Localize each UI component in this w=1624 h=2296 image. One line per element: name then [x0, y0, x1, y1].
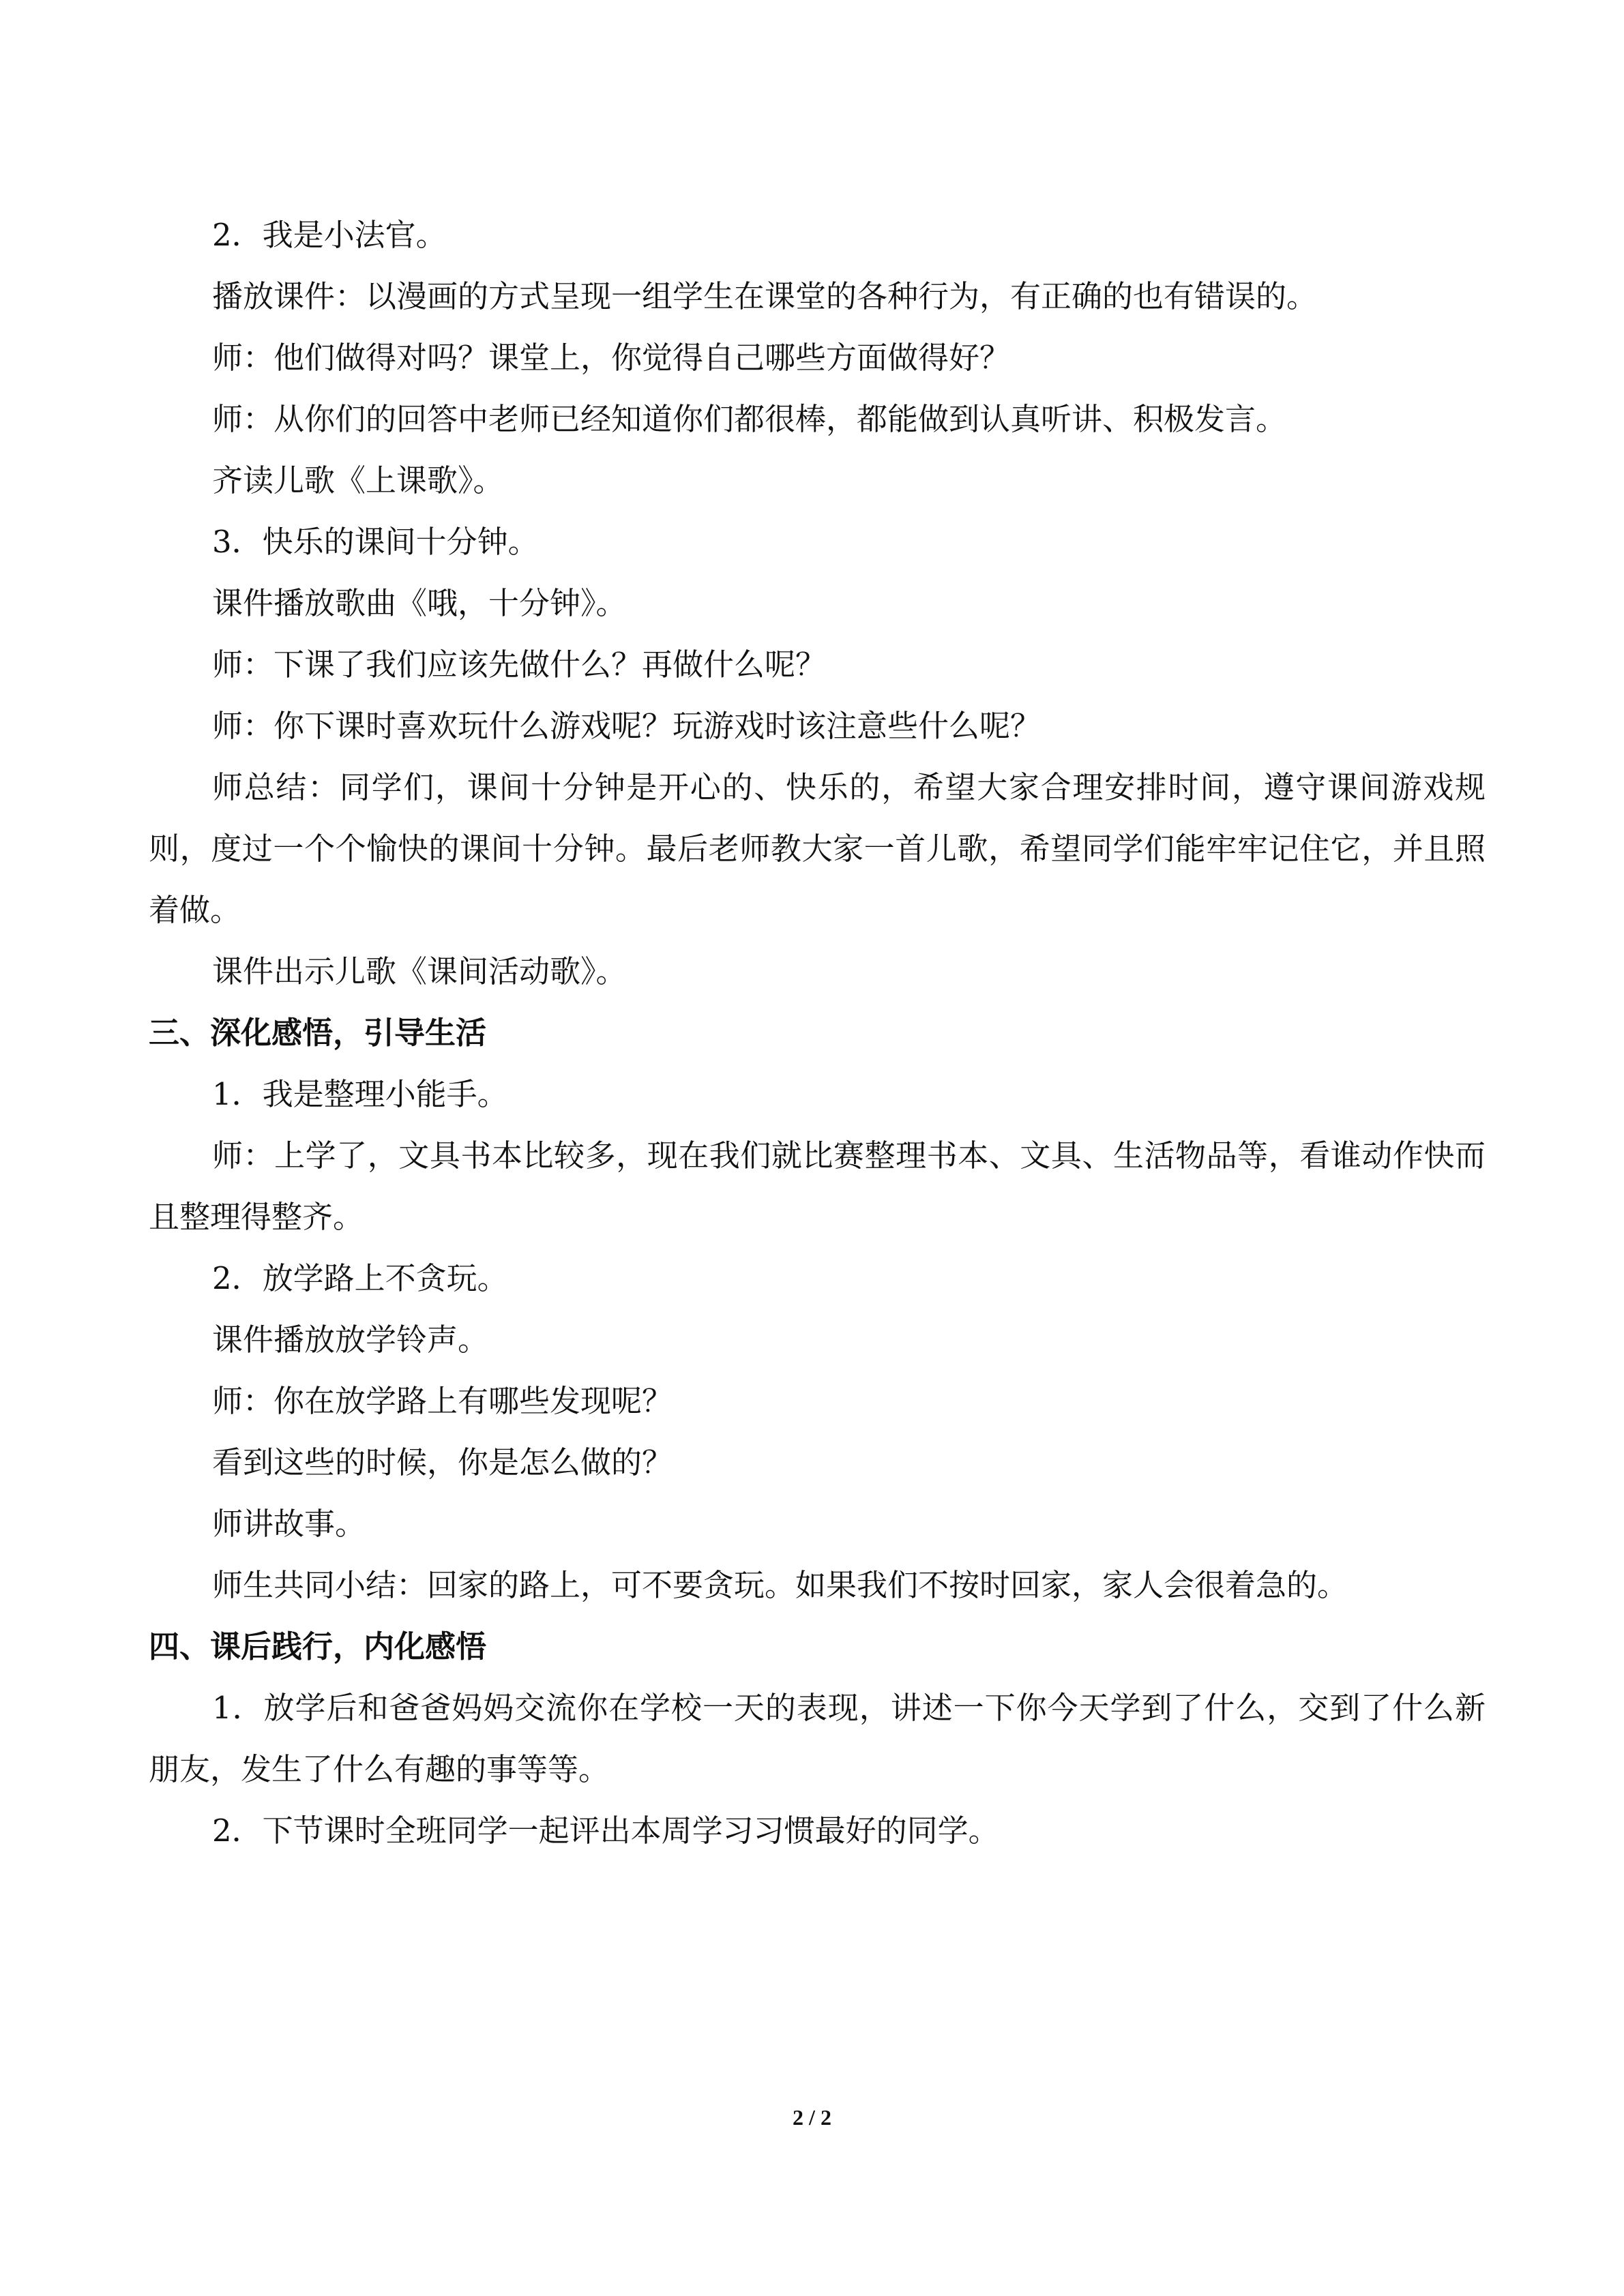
paragraph: 2．我是小法官。 — [212, 217, 447, 253]
paragraph: 师讲故事。 — [212, 1506, 366, 1542]
paragraph: 1．放学后和爸爸妈妈交流你在学校一天的表现，讲述一下你今天学到了什么，交到了什么新朋友，发生了什么有趣的事等等。 — [149, 1690, 1486, 1787]
section-heading: 三、深化感悟，引导生活 — [149, 1015, 487, 1051]
section-heading: 四、课后践行，内化感悟 — [149, 1628, 487, 1665]
paragraph: 播放课件：以漫画的方式呈现一组学生在课堂的各种行为，有正确的也有错误的。 — [212, 278, 1318, 314]
paragraph: 师：从你们的回答中老师已经知道你们都很棒，都能做到认真听讲、积极发言。 — [212, 401, 1287, 437]
paragraph: 看到这些的时候，你是怎么做的？ — [212, 1444, 673, 1480]
paragraph: 师总结：同学们，课间十分钟是开心的、快乐的，希望大家合理安排时间，遵守课间游戏规则，度过一个个愉快的课间十分钟。最后老师教大家一首儿歌，希望同学们能牢牢记住它，并且照着做。 — [149, 769, 1486, 928]
paragraph: 师：他们做得对吗？课堂上，你觉得自己哪些方面做得好？ — [212, 340, 1011, 376]
paragraph: 师：你在放学路上有哪些发现呢？ — [212, 1383, 673, 1419]
paragraph: 课件播放放学铃声。 — [212, 1322, 489, 1358]
document-body — [149, 205, 1486, 1862]
paragraph: 师：你下课时喜欢玩什么游戏呢？玩游戏时该注意些什么呢？ — [212, 708, 1042, 744]
paragraph: 3．快乐的课间十分钟。 — [212, 524, 539, 560]
paragraph: 师：上学了，文具书本比较多，现在我们就比赛整理书本、文具、生活物品等，看谁动作快而且整理得整齐。 — [149, 1137, 1486, 1235]
paragraph: 1．我是整理小能手。 — [212, 1076, 508, 1112]
paragraph: 师：下课了我们应该先做什么？再做什么呢？ — [212, 646, 827, 683]
paragraph: 课件播放歌曲《哦，十分钟》。 — [212, 585, 627, 621]
paragraph: 2．放学路上不贪玩。 — [212, 1260, 508, 1296]
page-number: 2 / 2 — [793, 2105, 831, 2130]
paragraph: 课件出示儿歌《课间活动歌》。 — [212, 953, 627, 989]
paragraph: 2．下节课时全班同学一起评出本周学习习惯最好的同学。 — [212, 1813, 999, 1849]
paragraph: 齐读儿歌《上课歌》。 — [212, 462, 504, 498]
paragraph: 师生共同小结：回家的路上，可不要贪玩。如果我们不按时回家，家人会很着急的。 — [212, 1567, 1348, 1603]
